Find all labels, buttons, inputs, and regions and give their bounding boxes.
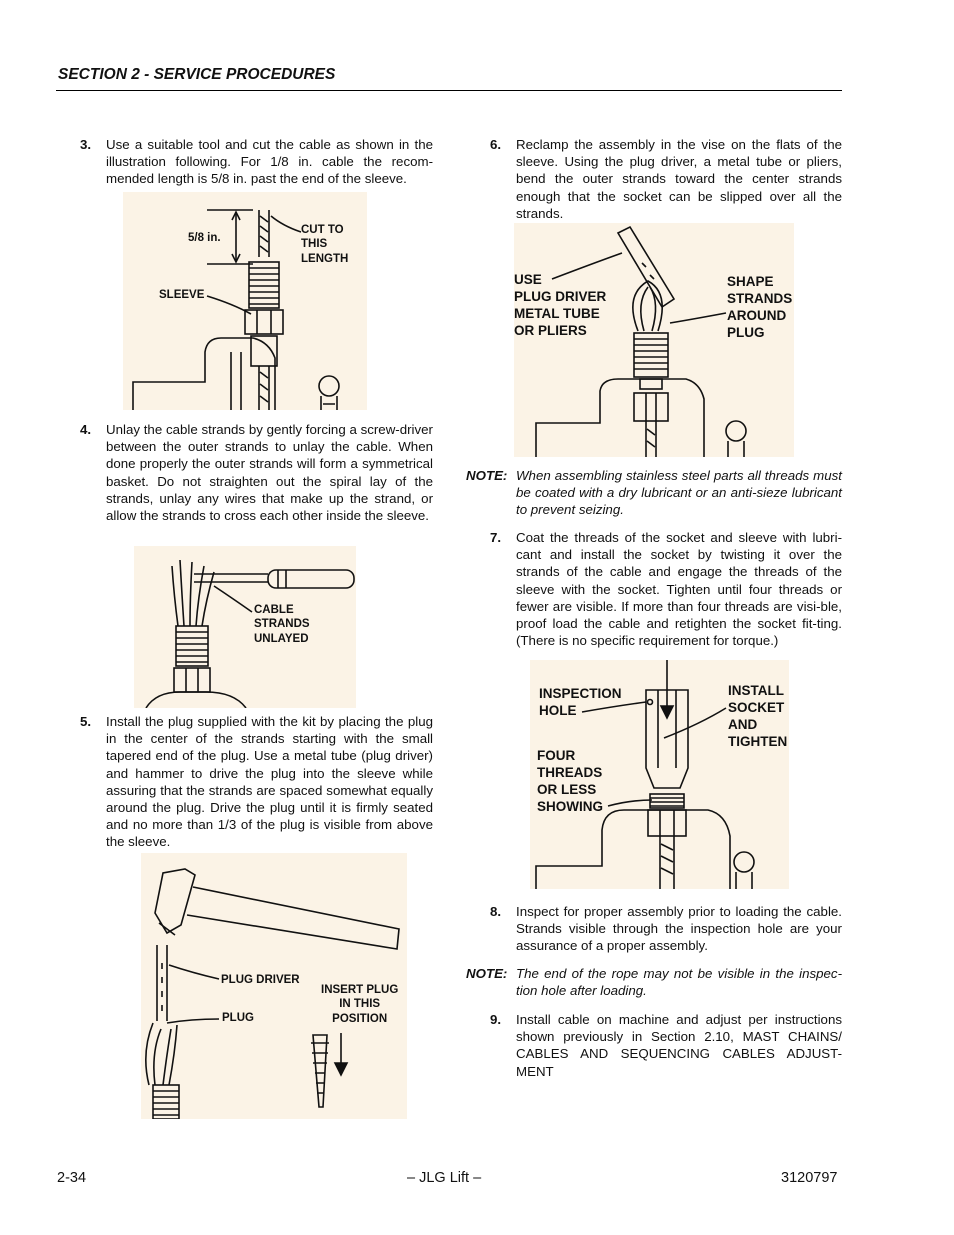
figure-shape-strands bbox=[514, 223, 794, 457]
section-title: SECTION 2 - SERVICE PROCEDURES bbox=[58, 66, 336, 83]
step-text: Unlay the cable strands by gently forcing a screw-driver between the outer strands to unlay the cable. When done properly the outer strands will form a symmetrical basket. Do not straighten out the spiral lay of the strands, unlay any wires that make up the strand, or allow the strands to cross each other inside the sleeve. bbox=[106, 422, 433, 524]
step-text: Inspect for proper assembly prior to loading the cable. Strands visible through the inspection hole are your assurance of a proper assembly. bbox=[516, 904, 842, 954]
step-text: Reclamp the assembly in the vise on the flats of the sleeve. Using the plug driver, a metal tube or pliers, bend the outer strands toward the center strands enough that the socket can be slipped over all the strands. bbox=[516, 137, 842, 221]
step-text: Coat the threads of the socket and sleeve with lubri-cant and install the socket by twisting it over the strands of the cable and engage the threads of the sleeve with the socket. Tighten until four threads or fewer are visible. If more than four threads are visi-ble, proof load the cable and retighten the socket fit-ting. (There is no specific requirement for torque.) bbox=[516, 530, 842, 649]
inspection-hole-label: INSPECTION HOLE bbox=[539, 686, 622, 718]
footer-brand: – JLG Lift – bbox=[407, 1170, 482, 1186]
insert-plug-label: INSERT PLUG IN THIS POSITION bbox=[321, 984, 399, 1025]
figure-insert-plug bbox=[141, 853, 407, 1119]
step-text: Install the plug supplied with the kit by placing the plug in the center of the strands starting with the small tapered end of the plug. Use a metal tube (plug driver) and hammer to drive the plug into the sleeve while assuring that the strands are spaced somewhat equally around the plug. Drive the plug until it is firmly seated and no more than 1/3 of the plug is visible from above the sleeve. bbox=[106, 714, 433, 850]
plug-label: PLUG bbox=[222, 1012, 254, 1024]
plug-driver-label: PLUG DRIVER bbox=[221, 974, 300, 986]
use-plug-driver-label: USE PLUG DRIVER METAL TUBE OR PLIERS bbox=[514, 272, 607, 338]
step-number: 7. bbox=[490, 530, 502, 545]
step-number: 5. bbox=[80, 714, 92, 729]
step-text: Install cable on machine and adjust per instructions shown previously in Section 2.10, MAST CHAINS/ CABLES AND SEQUENCING CABLES ADJUST-MENT bbox=[516, 1012, 842, 1079]
unlay-strands-illustration bbox=[134, 546, 356, 708]
step-number: 6. bbox=[490, 137, 502, 152]
figure-install-socket bbox=[530, 660, 789, 889]
dimension-label: 5/8 in. bbox=[188, 232, 221, 244]
note-text: The end of the rope may not be visible in the inspec-tion hole after loading. bbox=[516, 966, 842, 999]
step-number: 4. bbox=[80, 422, 92, 437]
page-number: 2-34 bbox=[57, 1170, 87, 1186]
note-text: When assembling stainless steel parts all threads must be coated with a dry lubricant or an anti-sieze lubricant to prevent seizing. bbox=[516, 468, 842, 518]
cut-to-length-label: CUT TO THIS LENGTH bbox=[301, 224, 349, 265]
figure-cut-cable bbox=[123, 192, 367, 410]
document-number: 3120797 bbox=[781, 1170, 838, 1186]
header-divider bbox=[56, 90, 842, 91]
install-socket-label: INSTALL SOCKET AND TIGHTEN bbox=[728, 683, 788, 749]
four-threads-label: FOUR THREADS OR LESS SHOWING bbox=[537, 748, 603, 814]
step-number: 8. bbox=[490, 904, 502, 919]
note-label: NOTE: bbox=[466, 468, 508, 483]
cable-strands-label: CABLE STRANDS UNLAYED bbox=[254, 604, 310, 645]
step-number: 9. bbox=[490, 1012, 502, 1027]
sleeve-label: SLEEVE bbox=[159, 289, 205, 301]
figure-unlay-strands bbox=[134, 546, 356, 708]
shape-strands-label: SHAPE STRANDS AROUND PLUG bbox=[727, 274, 793, 340]
step-text: Use a suitable tool and cut the cable as shown in the illustration following. For 1/8 in. cable the recom-mended length is 5/8 in. past the end of the sleeve. bbox=[106, 137, 433, 187]
note-label: NOTE: bbox=[466, 966, 508, 981]
step-number: 3. bbox=[80, 137, 92, 152]
